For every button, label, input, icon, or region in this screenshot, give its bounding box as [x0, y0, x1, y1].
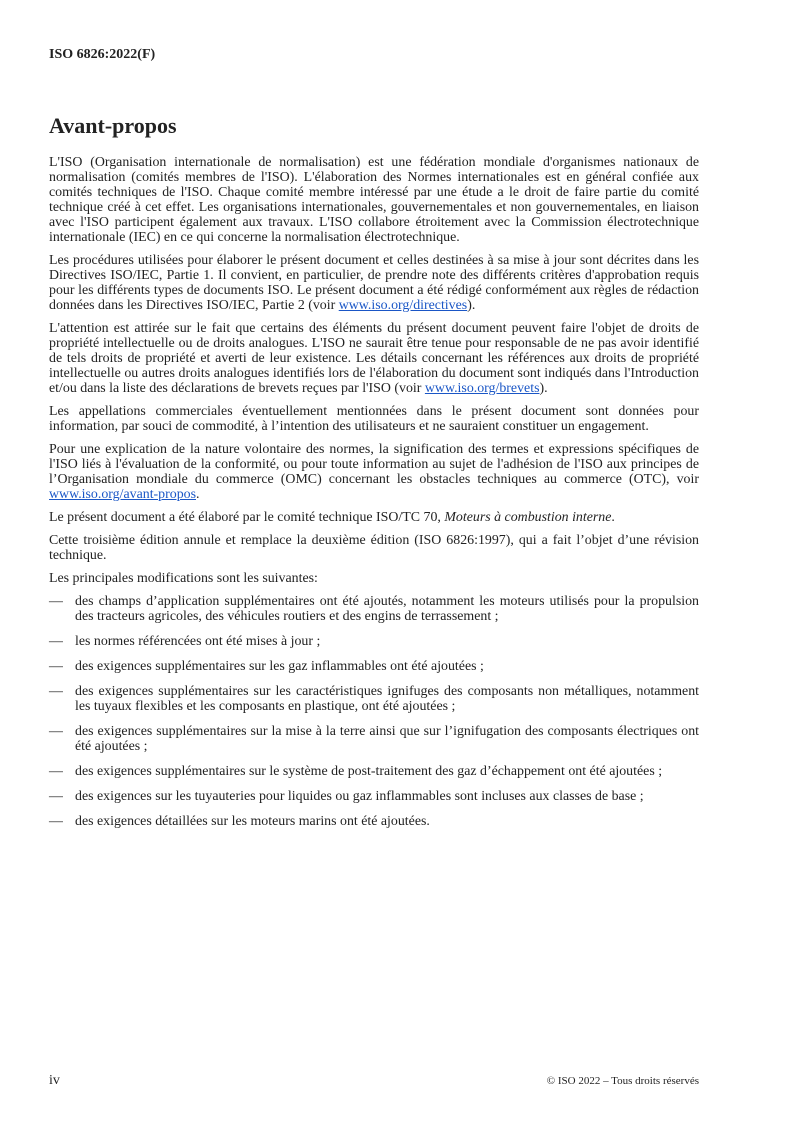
- document-id-header: ISO 6826:2022(F): [49, 47, 156, 62]
- list-item: [49, 659, 699, 674]
- list-item-text: des champs d’application supplémentaires ont été ajoutés, notamment les moteurs utilisés pour la propulsion des tracteurs agricoles, des véhicules routiers et des engins de terrassement ;: [75, 594, 699, 624]
- list-item: [49, 724, 699, 754]
- paragraph: [49, 510, 699, 525]
- dash-bullet: —: [49, 594, 63, 609]
- copyright-notice: © ISO 2022 – Tous droits réservés: [546, 1075, 699, 1087]
- list-item: [49, 594, 699, 624]
- foreword-body: [49, 155, 699, 839]
- dash-bullet: —: [49, 684, 63, 699]
- dash-bullet: —: [49, 724, 63, 739]
- text: ).: [539, 381, 548, 396]
- text: .: [611, 510, 615, 525]
- list-item: [49, 764, 699, 779]
- page-number: iv: [49, 1073, 60, 1088]
- paragraph: [49, 321, 699, 396]
- list-item-text: des exigences supplémentaires sur le système de post-traitement des gaz d’échappement ont été ajoutées ;: [75, 764, 663, 779]
- brevets-link[interactable]: www.iso.org/brevets: [424, 381, 540, 396]
- paragraph: Cette troisième édition annule et remplace la deuxième édition (ISO 6826:1997), qui a fait l’objet d’une révision technique.: [49, 533, 699, 563]
- list-item-text: des exigences supplémentaires sur les caractéristiques ignifuges des composants non métalliques, notamment les tuyaux flexibles et les composants en plastique, ont été ajoutées ;: [75, 684, 699, 714]
- dash-bullet: —: [49, 634, 63, 649]
- list-item: [49, 684, 699, 714]
- dash-bullet: —: [49, 764, 63, 779]
- list-item: [49, 789, 699, 804]
- list-item-text: des exigences sur les tuyauteries pour liquides ou gaz inflammables sont incluses aux classes de base ;: [75, 789, 644, 804]
- dash-bullet: —: [49, 789, 63, 804]
- committee-name: Moteurs à combustion interne: [444, 510, 612, 525]
- list-item-text: des exigences supplémentaires sur la mise à la terre ainsi que sur l’ignifugation des composants électriques ont été ajoutées ;: [75, 724, 699, 754]
- list-item-text: des exigences détaillées sur les moteurs marins ont été ajoutées.: [75, 814, 430, 829]
- page-title: Avant-propos: [49, 113, 177, 138]
- paragraph: [49, 253, 699, 313]
- modifications-list: [49, 594, 699, 829]
- paragraph: L'ISO (Organisation internationale de normalisation) est une fédération mondiale d'organismes nationaux de normalisation (comités membres de l'ISO). L'élaboration des Normes internationales est en général confiée aux comités techniques de l'ISO. Chaque comité membre intéressé par une étude a le droit de faire partie du comité technique créé à cet effet. Les organisations internationales, gouvernementales et non gouvernementales, en liaison avec l'ISO participent également aux travaux. L'ISO collabore étroitement avec la Commission électrotechnique internationale (IEC) en ce qui concerne la normalisation électrotechnique.: [49, 155, 699, 245]
- text: Pour une explication de la nature volontaire des normes, la signification des termes et expressions spécifiques de l'ISO liés à l'évaluation de la conformité, ou pour toute information au sujet de l'adhésion de l'ISO aux principes de l’Organisation mondiale du commerce (OMC) concernant les obstacles techniques au commerce (OTC), voir: [49, 442, 699, 487]
- text: Les procédures utilisées pour élaborer le présent document et celles destinées à sa mise à jour sont décrites dans les Directives ISO/IEC, Partie 1. Il convient, en particulier, de prendre note des différents critères d'approbation requis pour les différents types de documents ISO. Le présent document a été rédigé conformément aux règles de rédaction données dans les Directives ISO/IEC, Partie 2 (voir: [49, 253, 699, 313]
- list-item: [49, 634, 699, 649]
- text: .: [196, 487, 200, 502]
- list-item-text: des exigences supplémentaires sur les gaz inflammables ont été ajoutées ;: [75, 659, 484, 674]
- dash-bullet: —: [49, 814, 63, 829]
- list-item: [49, 814, 699, 829]
- dash-bullet: —: [49, 659, 63, 674]
- avant-propos-link[interactable]: www.iso.org/avant-propos: [49, 487, 196, 502]
- paragraph: Les principales modifications sont les suivantes:: [49, 571, 318, 586]
- text: ).: [467, 298, 476, 313]
- list-item-text: les normes référencées ont été mises à jour ;: [75, 634, 321, 649]
- paragraph: [49, 442, 699, 502]
- directives-link[interactable]: www.iso.org/directives: [338, 298, 468, 313]
- text: Le présent document a été élaboré par le comité technique ISO/TC 70,: [49, 510, 445, 525]
- text: L'attention est attirée sur le fait que certains des éléments du présent document peuvent faire l'objet de droits de propriété intellectuelle ou de droits analogues. L'ISO ne saurait être tenue pour responsable de ne pas avoir identifié de tels droits de propriété et averti de leur existence. Les détails concernant les références aux droits de propriété intellectuelle ou autres droits analogues identifiés lors de l'élaboration du document sont indiqués dans l'Introduction et/ou dans la liste des déclarations de brevets reçues par l'ISO (voir: [49, 321, 699, 396]
- paragraph: Les appellations commerciales éventuellement mentionnées dans le présent document sont données pour information, par souci de commodité, à l’intention des utilisateurs et ne sauraient constituer un engagement.: [49, 404, 699, 434]
